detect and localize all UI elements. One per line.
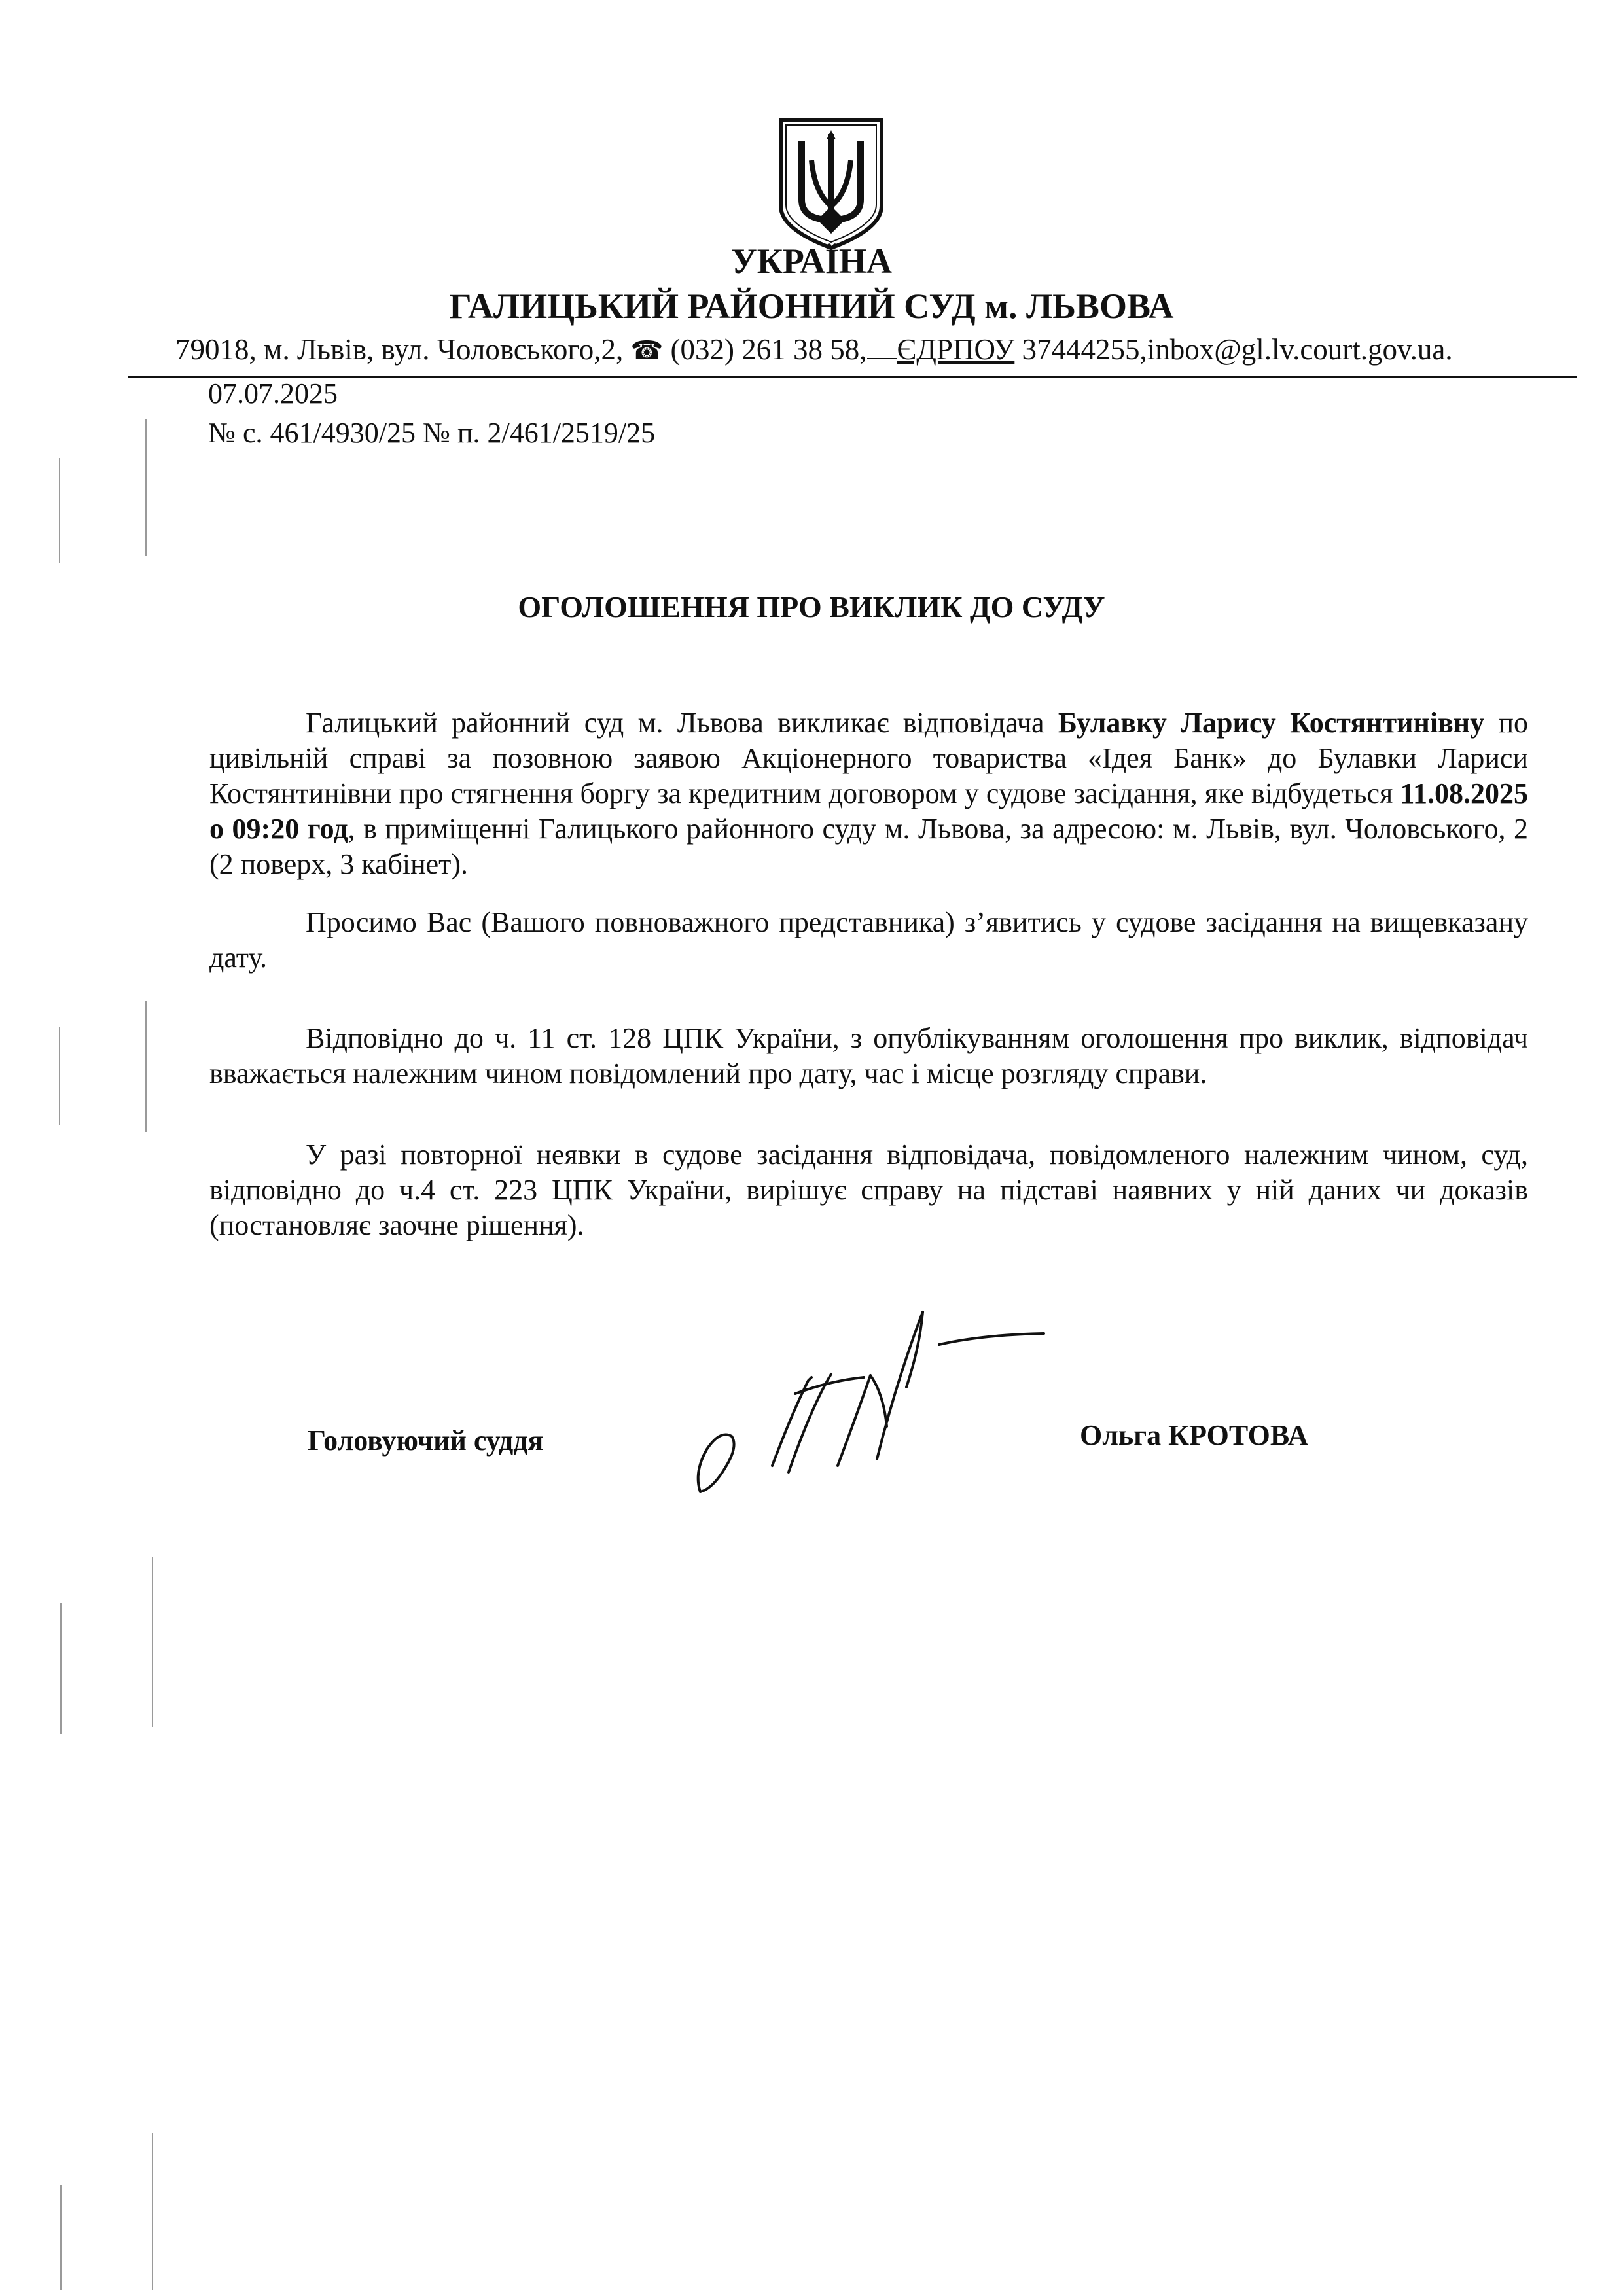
underline-spacer [867,357,897,359]
hearing-datetime: 11.08.2025 о 09:20 год [209,777,1528,845]
paragraph-summons [209,705,1528,882]
signatory-name: Ольга КРОТОВА [1080,1419,1309,1451]
scan-artifact [59,1027,60,1125]
handwritten-signature [681,1302,1060,1498]
document-date: 07.07.2025 [208,378,338,410]
scan-artifact [60,1603,62,1734]
paragraph-request: Просимо Вас (Вашого повноважного представника) з’явитись у судове засідання на вищевказану дату. [209,906,1528,974]
document-heading: ОГОЛОШЕННЯ ПРО ВИКЛИК ДО СУДУ [518,590,1105,624]
scan-artifact [152,2133,153,2290]
paragraph-default: У разі повторної неявки в судове засідання відповідача, повідомленого належним чином, суд, відповідно до ч.4 ст. 223 ЦПК України, вирішує справу на підставі наявних у ній даних чи доказів (постановляє заочне рішення). [209,1139,1528,1241]
telephone-icon: ☎ [630,336,664,365]
tryzub-coat-of-arms-icon [776,115,887,252]
paragraph-summons-part2: по цивільній справі за позовною заявою Акціонерного товариства «Ідея Банк» до Булавки Лариси Костянтинівни про стягнення боргу за кредитним договором у судове засідання, яке відбудеться [209,707,1529,809]
signatory-title: Головуючий суддя [308,1424,544,1457]
defendant-name: Булавку Ларису Костянтинівну [1058,707,1485,739]
court-address: 79018, м. Львів, вул. Чоловського,2, [175,333,624,366]
scan-artifact [145,419,147,556]
court-name: ГАЛИЦЬКИЙ РАЙОННИЙ СУД м. ЛЬВОВА [449,287,1174,326]
edrpou-and-email: 37444255,inbox@gl.lv.court.gov.ua. [1022,333,1453,366]
header-divider [128,376,1577,378]
scan-artifact [152,1557,153,1727]
case-numbers: № с. 461/4930/25 № п. 2/461/2519/25 [208,417,656,449]
scan-artifact [145,1001,147,1132]
paragraph-summons-part3: , в приміщенні Галицького районного суду м. Львова, за адресою: м. Львів, вул. Чоловського, 2 (2 поверх, 3 кабінет). [209,813,1528,880]
country-title: УКРАЇНА [731,241,892,281]
scan-artifact [60,2185,62,2290]
court-phone: (032) 261 38 58, [670,333,867,366]
court-contact-line [175,335,1582,364]
edrpou-label: ЄДРПОУ [897,333,1015,366]
paragraph-summons-part1: Галицький районний суд м. Львова викликає відповідача [306,707,1058,739]
paragraph-notice: Відповідно до ч. 11 ст. 128 ЦПК України, з опублікуванням оголошення про виклик, відповідач вважається належним чином повідомлений про дату, час і місце розгляду справи. [209,1022,1528,1089]
scan-artifact [59,458,60,563]
